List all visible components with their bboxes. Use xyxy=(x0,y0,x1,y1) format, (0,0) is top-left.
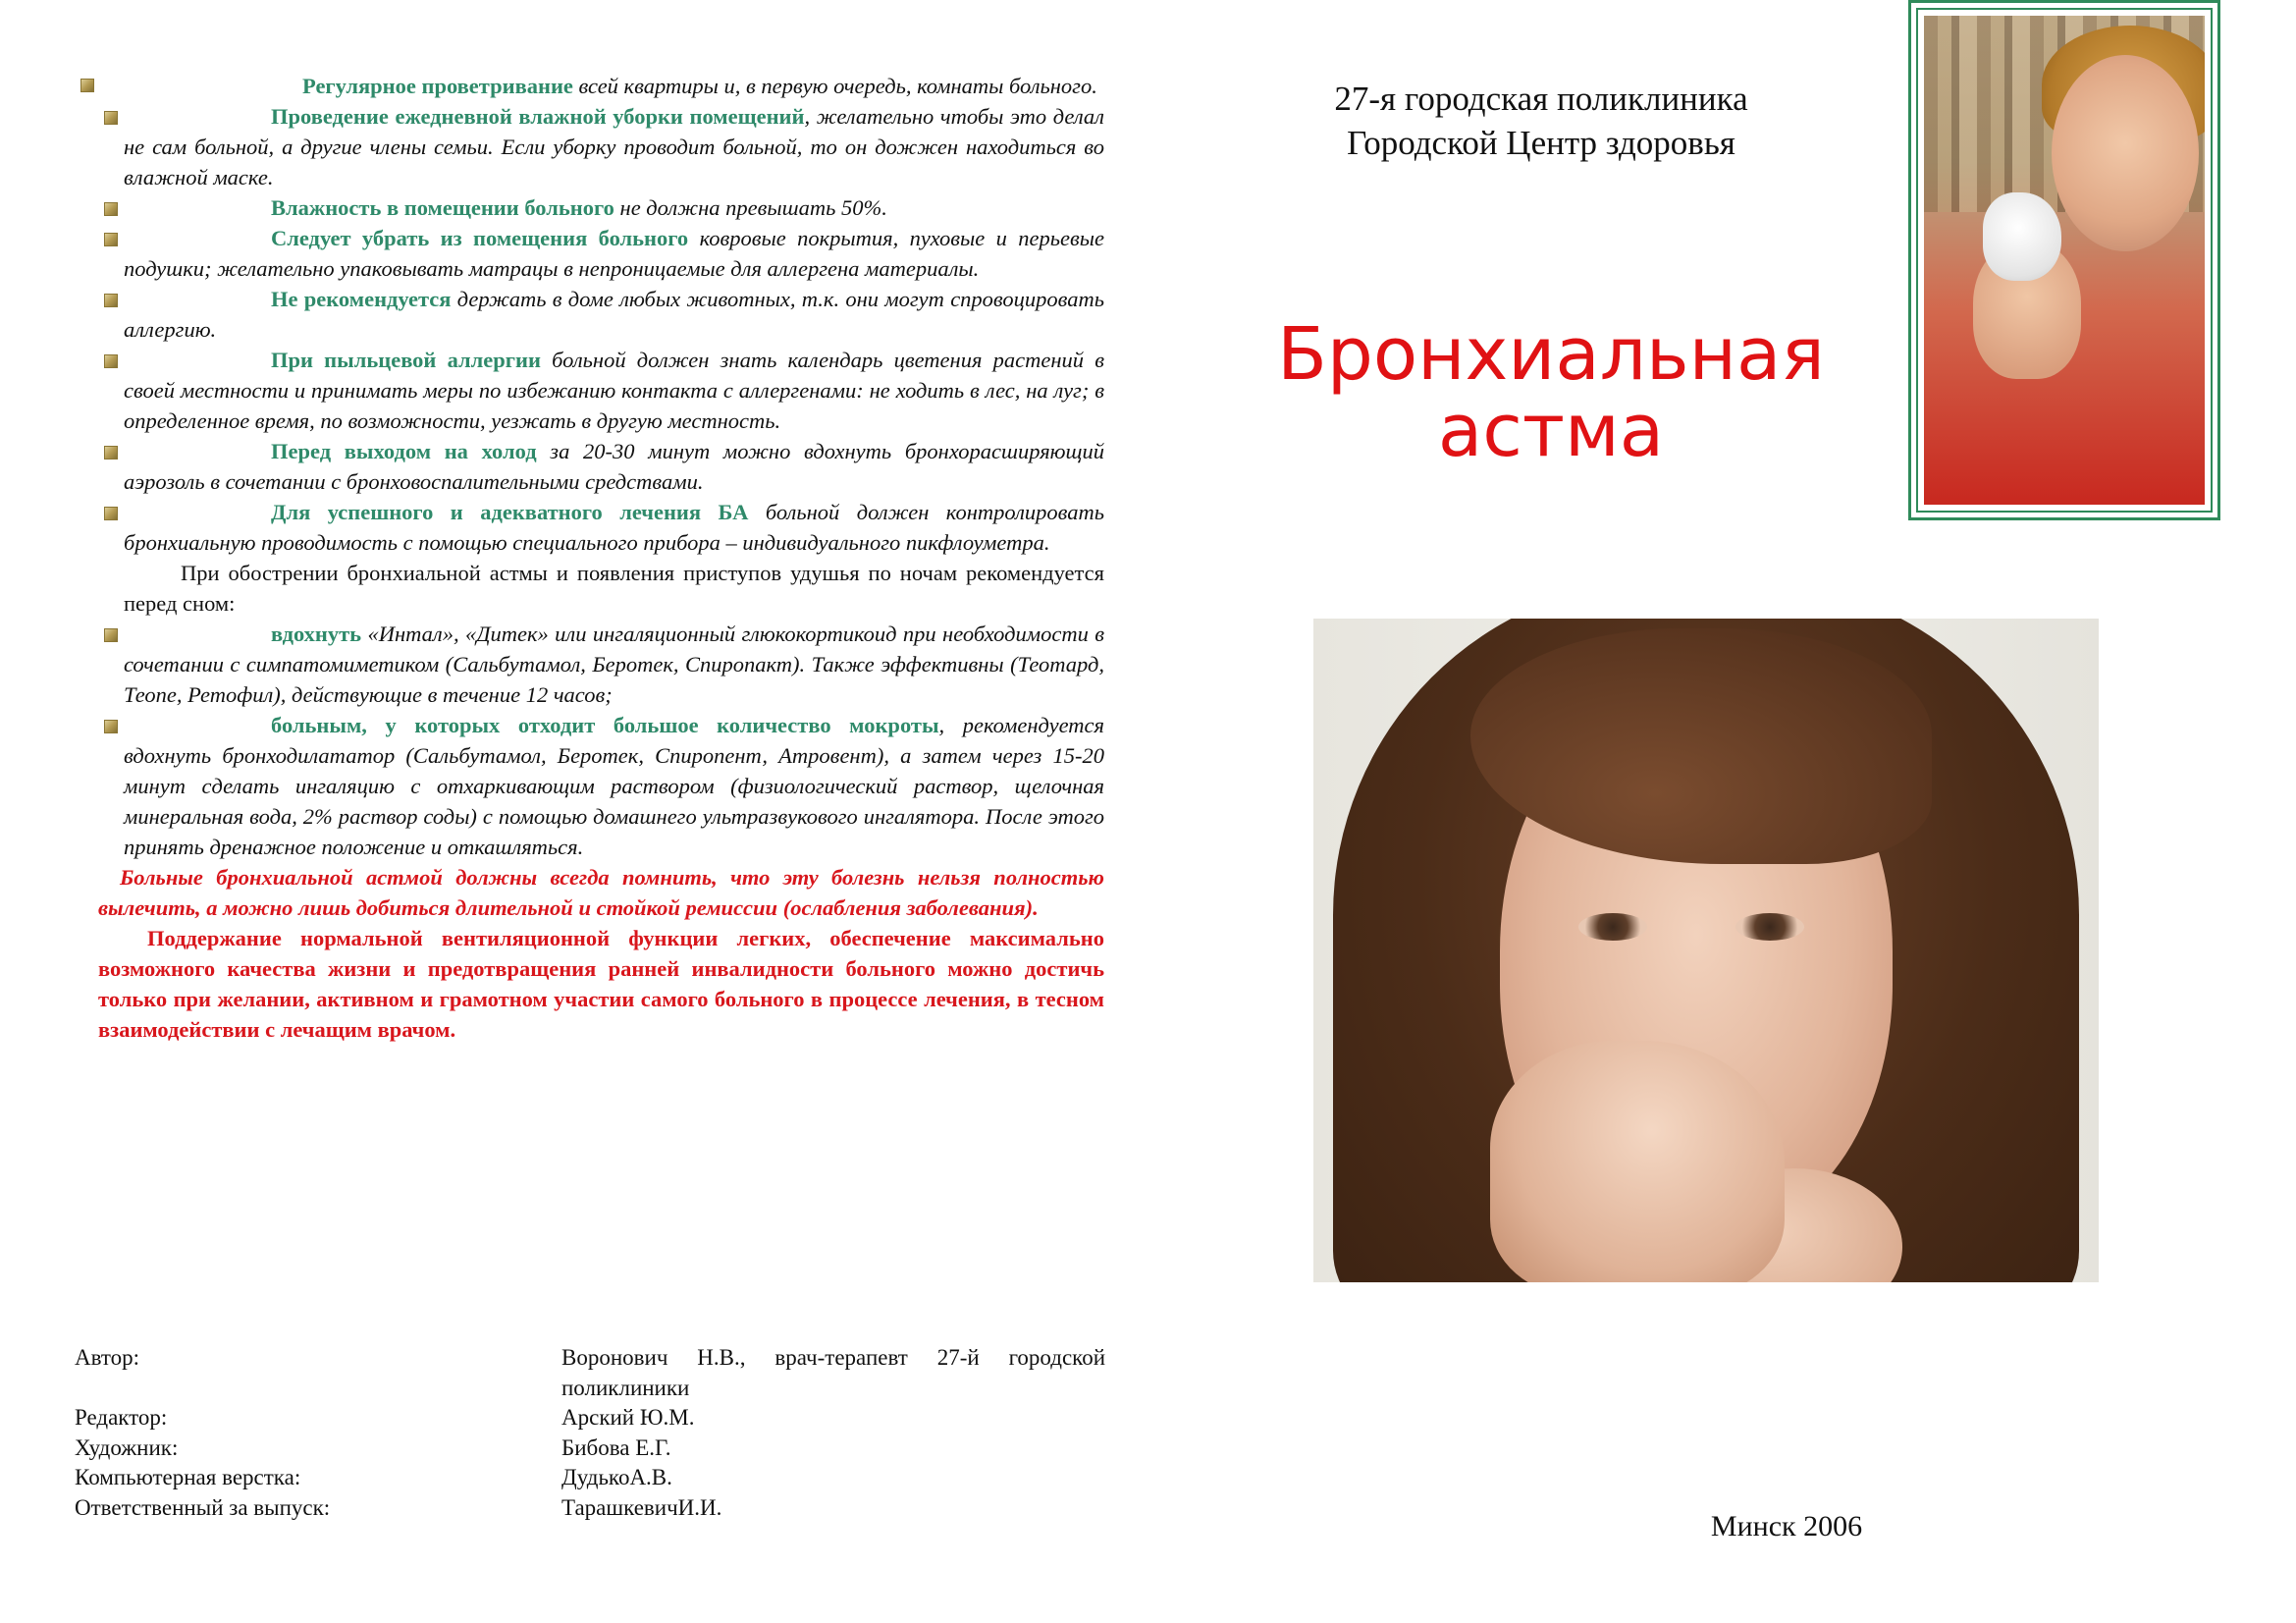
bullet-item xyxy=(69,436,1104,497)
square-bullet-icon xyxy=(104,446,118,460)
tissue-shape xyxy=(1983,192,2061,281)
night-intro-paragraph: При обострении бронхиальной астмы и появления приступов удушья по ночам рекомендуется перед сном: xyxy=(124,561,1104,616)
bullet-text: держать в доме любых животных, т.к. они могут спровоцировать аллергию. xyxy=(124,287,1105,342)
credit-role: Ответственный за выпуск: xyxy=(75,1494,331,1520)
credit-row xyxy=(75,1463,1105,1493)
bullet-highlight: Перед выходом на холод xyxy=(271,439,537,463)
title-line: астма xyxy=(1437,389,1665,473)
credit-role: Автор: xyxy=(75,1345,140,1370)
bullet-text: больной должен знать календарь цветения растений в своей местности и принимать меры по избежанию контакта с аллергенами: не ходить в лес, на луг; в определенное время, по возможности, уезжать в другую местность. xyxy=(124,348,1104,433)
bullet-item xyxy=(69,71,1104,101)
square-bullet-icon xyxy=(80,79,94,92)
square-bullet-icon xyxy=(104,507,118,520)
conclusion-paragraph: Поддержание нормальной вентиляционной функции легких, обеспечение максимально возможного качества жизни и предотвращения ранней инвалидности больного можно достичь только при желании, активном и грамотном участии самого больного в процессе лечения, в тесном взаимодействии с лечащим врачом. xyxy=(98,926,1104,1042)
coughing-woman-photo xyxy=(1313,619,2099,1282)
square-bullet-icon xyxy=(104,354,118,368)
bullet-item xyxy=(69,284,1104,345)
bullet-text: за 20-30 минут можно вдохнуть бронхорасширяющий аэрозоль в сочетании с бронховоспалительными средствами. xyxy=(124,439,1104,494)
bullet-text: «Интал», «Дитек» или ингаляционный глюкокортикоид при необходимости в сочетании с симпатомиметиком (Сальбутамол, Беротек, Спиропакт). Также эффективны (Теотард, Теопе, Ретофил), действующие в течение 12 часов; xyxy=(124,622,1104,707)
bullet-item xyxy=(69,497,1104,558)
credit-role: Редактор: xyxy=(75,1405,168,1430)
sneezing-woman-photo-frame xyxy=(1908,0,2220,520)
credit-row xyxy=(75,1493,1105,1524)
credits-block xyxy=(75,1343,1105,1523)
bullet-highlight: Влажность в помещении больного xyxy=(271,195,614,220)
credit-name: Арский Ю.М. xyxy=(561,1405,695,1430)
bullet-text: всей квартиры и, в первую очередь, комнаты больного. xyxy=(572,74,1097,98)
credit-row xyxy=(75,1434,1105,1464)
credit-row xyxy=(75,1403,1105,1434)
bullet-highlight: вдохнуть xyxy=(271,622,362,646)
credit-name: Бибова Е.Г. xyxy=(561,1434,671,1460)
face-shape xyxy=(2052,55,2199,251)
square-bullet-icon xyxy=(104,720,118,733)
bullet-text: не должна превышать 50%. xyxy=(614,195,887,220)
bullet-item xyxy=(69,619,1104,710)
square-bullet-icon xyxy=(104,233,118,246)
clinic-center: Городской Центр здоровья xyxy=(1347,124,1735,162)
bullet-highlight: При пыльцевой аллергии xyxy=(271,348,541,372)
bullet-text: , рекомендуется вдохнуть бронходилататор (Сальбутамол, Беротек, Спиропент, Атровент), а затем через 15-20 минут сделать ингаляцию с отхаркивающим раствором (физиологический раствор, щелочная минеральная вода, 2% раствор соды) с помощью домашнего ультразвукового ингалятора. После этого принять дренажное положение и откашляться. xyxy=(124,713,1104,859)
credit-role: Художник: xyxy=(75,1434,179,1460)
square-bullet-icon xyxy=(104,202,118,216)
bullet-highlight: Проведение ежедневной влажной уборки помещений xyxy=(271,104,805,129)
bullet-highlight: Для успешного и адекватного лечения БА xyxy=(271,500,749,524)
bullet-item xyxy=(69,192,1104,223)
photo-inner-border xyxy=(1916,8,2213,513)
credit-name: Воронович Н.В., врач-терапевт 27-й городской поликлиники xyxy=(561,1345,1105,1400)
credit-row xyxy=(75,1343,1105,1403)
square-bullet-icon xyxy=(104,111,118,125)
credit-name: ТарашкевичИ.И. xyxy=(561,1494,722,1520)
bullet-highlight: Следует убрать из помещения больного xyxy=(271,226,689,250)
bullet-text: больной должен контролировать бронхиальную проводимость с помощью специального прибора – индивидуального пикфлоуметра. xyxy=(124,500,1104,555)
eye-shape xyxy=(1735,913,1804,941)
credit-name: ДудькоА.В. xyxy=(561,1465,672,1489)
bullet-item xyxy=(69,345,1104,436)
title-line: Бронхиальная xyxy=(1277,312,1825,397)
warning-paragraph: Больные бронхиальной астмой должны всегда помнить, что эту болезнь нельзя полностью вылечить, а можно лишь добиться длительной и стойкой ремиссии (ослабления заболевания). xyxy=(98,865,1104,920)
city-year: Минск 2006 xyxy=(1710,1510,1863,1542)
bullet-item xyxy=(69,101,1104,192)
brochure-title xyxy=(1237,312,1865,473)
left-column xyxy=(69,71,1104,1045)
clinic-name: 27-я городская поликлиника xyxy=(1334,80,1748,118)
fist-shape xyxy=(1490,1041,1785,1282)
bullet-item xyxy=(69,710,1104,862)
bullet-item xyxy=(69,223,1104,284)
square-bullet-icon xyxy=(104,628,118,642)
bullet-text: ковровые покрытия, пуховые и перьевые подушки; желательно упаковывать матрацы в непроницаемые для аллергена материалы. xyxy=(124,226,1104,281)
bullet-highlight: Регулярное проветривание xyxy=(302,74,573,98)
sneezing-woman-photo xyxy=(1924,16,2205,505)
bullet-highlight: больным, у которых отходит большое количество мокроты xyxy=(271,713,939,737)
credit-role: Компьютерная верстка: xyxy=(75,1465,301,1489)
clinic-heading xyxy=(1266,77,1816,165)
square-bullet-icon xyxy=(104,294,118,307)
eye-shape xyxy=(1578,913,1647,941)
bullet-highlight: Не рекомендуется xyxy=(271,287,452,311)
bullet-text: , желательно чтобы это делал не сам больной, а другие члены семьи. Если уборку проводит больной, то он дожжен находиться во влажной маске. xyxy=(124,104,1104,189)
